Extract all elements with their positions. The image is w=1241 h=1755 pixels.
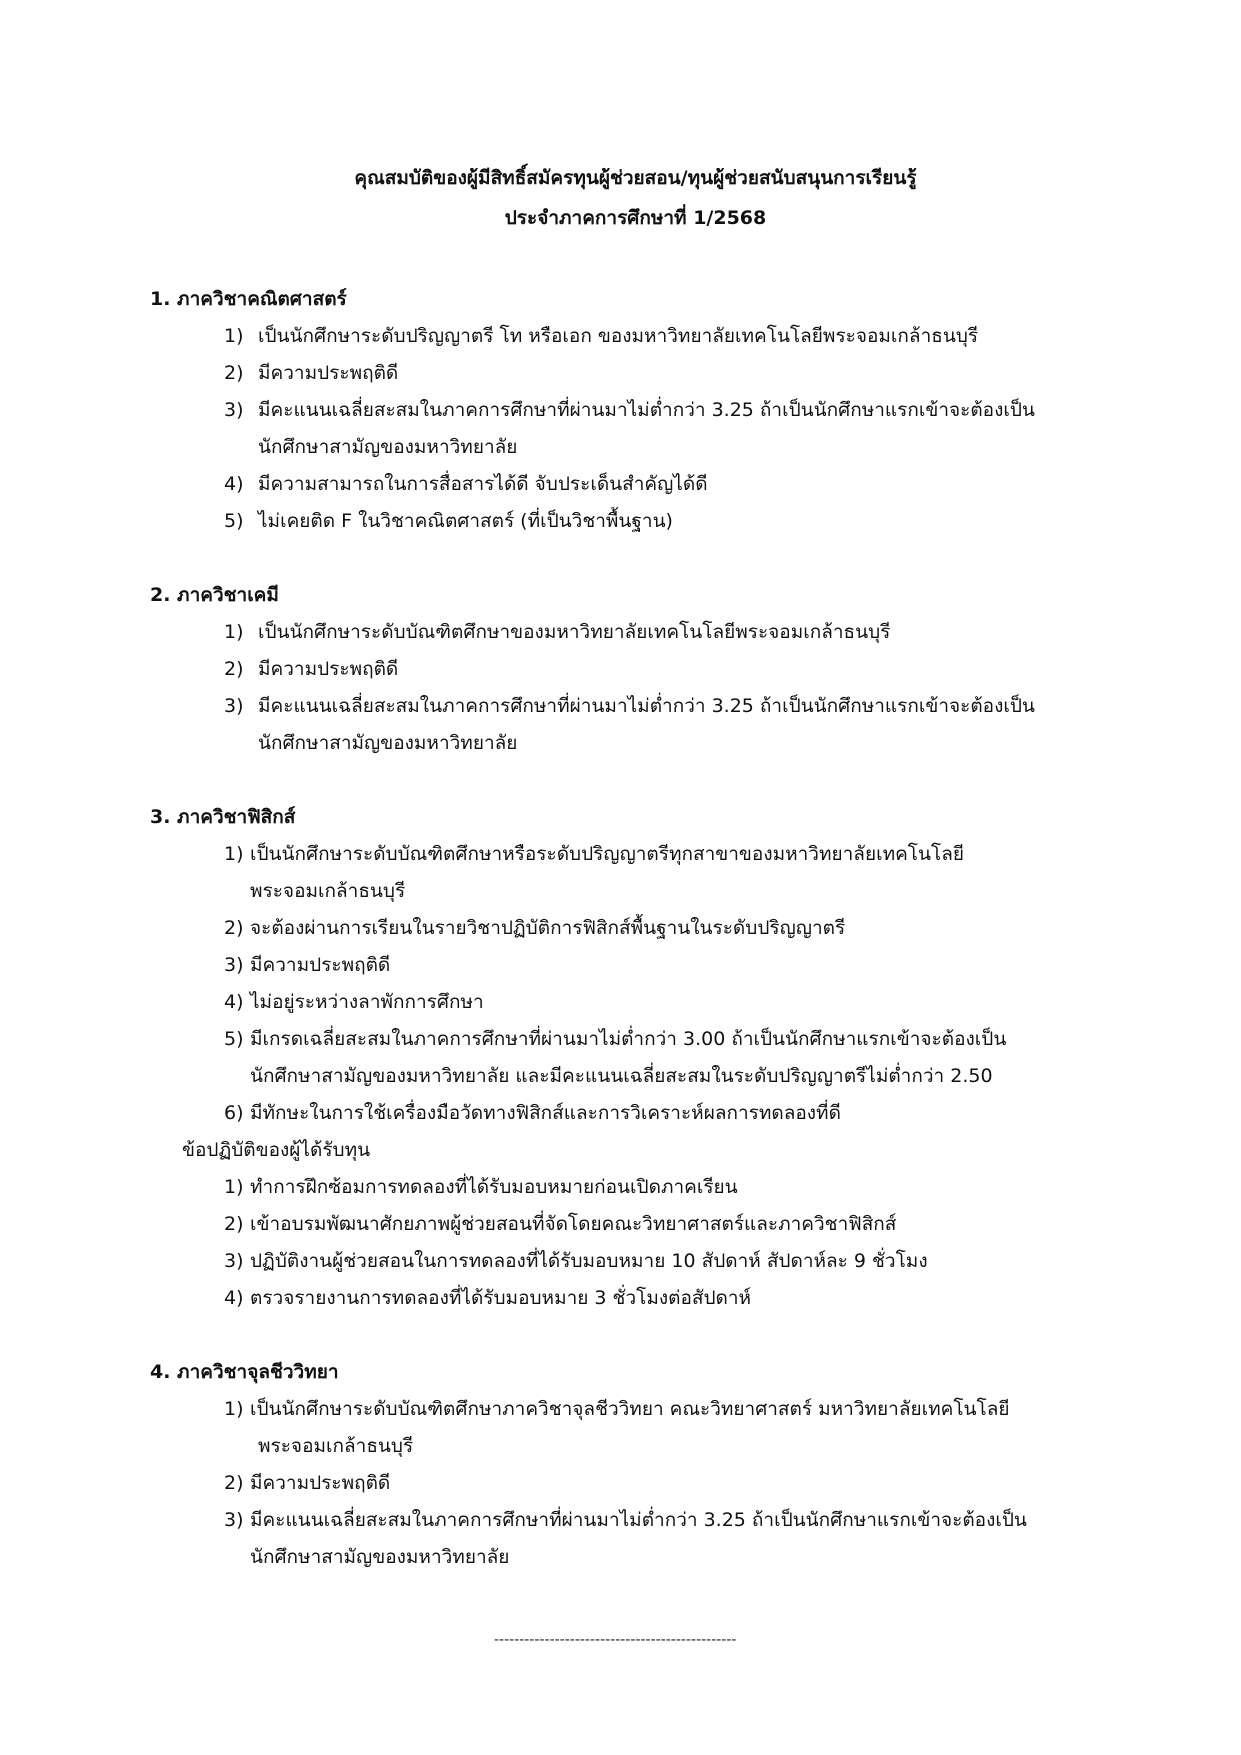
item-text: จะต้องผ่านการเรียนในรายวิชาปฏิบัติการฟิสิกส์พื้นฐานในระดับปริญญาตรี xyxy=(250,917,846,939)
item-text-continuation: นักศึกษาสามัญของมหาวิทยาลัย และมีคะแนนเฉลี่ยสะสมในระดับปริญญาตรีไม่ต่ำกว่า 2.50 xyxy=(250,1065,993,1087)
duty-number: 1) xyxy=(224,1176,244,1198)
item-number: 5) xyxy=(224,510,244,532)
item-text: ไม่เคยติด F ในวิชาคณิตศาสตร์ (ที่เป็นวิชาพื้นฐาน) xyxy=(258,510,673,532)
duty-text: ทำการฝึกซ้อมการทดลองที่ได้รับมอบหมายก่อนเปิดภาคเรียน xyxy=(250,1176,738,1198)
item-number: 5) xyxy=(224,1028,244,1050)
item-number: 1) xyxy=(224,1398,244,1420)
item-number: 2) xyxy=(224,917,244,939)
item-text: มีความสามารถในการสื่อสารได้ดี จับประเด็นสำคัญได้ดี xyxy=(258,473,708,495)
item-text: มีความประพฤติดี xyxy=(258,658,399,680)
section-heading-chemistry: 2. ภาควิชาเคมี xyxy=(150,584,279,606)
duties-subheading: ข้อปฏิบัติของผู้ได้รับทุน xyxy=(182,1139,371,1161)
item-text-continuation: นักศึกษาสามัญของมหาวิทยาลัย xyxy=(258,732,518,754)
section-heading-math: 1. ภาควิชาคณิตศาสตร์ xyxy=(150,288,347,310)
document-title: คุณสมบัติของผู้มีสิทธิ์สมัครทุนผู้ช่วยสอน/ทุนผู้ช่วยสนับสนุนการเรียนรู้ xyxy=(354,167,917,189)
item-text: เป็นนักศึกษาระดับบัณฑิตศึกษาภาควิชาจุลชีววิทยา คณะวิทยาศาสตร์ มหาวิทยาลัยเทคโนโลยี xyxy=(250,1398,1010,1420)
item-text: มีความประพฤติดี xyxy=(250,954,391,976)
duty-text: ปฏิบัติงานผู้ช่วยสอนในการทดลองที่ได้รับมอบหมาย 10 สัปดาห์ สัปดาห์ละ 9 ชั่วโมง xyxy=(250,1250,928,1272)
item-text-continuation: พระจอมเกล้าธนบุรี xyxy=(258,1435,414,1457)
duty-text: ตรวจรายงานการทดลองที่ได้รับมอบหมาย 3 ชั่วโมงต่อสัปดาห์ xyxy=(250,1287,752,1309)
item-text-continuation: พระจอมเกล้าธนบุรี xyxy=(250,880,406,902)
item-text: ไม่อยู่ระหว่างลาพักการศึกษา xyxy=(250,991,484,1013)
item-number: 2) xyxy=(224,362,244,384)
item-text: มีทักษะในการใช้เครื่องมือวัดทางฟิสิกส์และการวิเคราะห์ผลการทดลองที่ดี xyxy=(250,1102,841,1124)
item-number: 3) xyxy=(224,954,244,976)
item-number: 1) xyxy=(224,621,244,643)
duty-text: เข้าอบรมพัฒนาศักยภาพผู้ช่วยสอนที่จัดโดยคณะวิทยาศาสตร์และภาควิชาฟิสิกส์ xyxy=(250,1213,897,1235)
item-text-continuation: นักศึกษาสามัญของมหาวิทยาลัย xyxy=(250,1546,510,1568)
item-number: 1) xyxy=(224,325,244,347)
item-text: เป็นนักศึกษาระดับบัณฑิตศึกษาหรือระดับปริญญาตรีทุกสาขาของมหาวิทยาลัยเทคโนโลยี xyxy=(250,843,964,865)
item-number: 3) xyxy=(224,1509,244,1531)
document-subtitle: ประจำภาคการศึกษาที่ 1/2568 xyxy=(504,207,767,229)
item-number: 4) xyxy=(224,991,244,1013)
item-text: มีคะแนนเฉลี่ยสะสมในภาคการศึกษาที่ผ่านมาไม่ต่ำกว่า 3.25 ถ้าเป็นนักศึกษาแรกเข้าจะต้องเป็น xyxy=(250,1509,1027,1531)
item-number: 3) xyxy=(224,695,244,717)
item-number: 2) xyxy=(224,1472,244,1494)
item-text: มีความประพฤติดี xyxy=(250,1472,391,1494)
footer-separator: ------------------------------------------------ xyxy=(494,1632,737,1648)
duty-number: 2) xyxy=(224,1213,244,1235)
item-text-continuation: นักศึกษาสามัญของมหาวิทยาลัย xyxy=(258,436,518,458)
item-text: มีคะแนนเฉลี่ยสะสมในภาคการศึกษาที่ผ่านมาไม่ต่ำกว่า 3.25 ถ้าเป็นนักศึกษาแรกเข้าจะต้องเป็น xyxy=(258,399,1035,421)
item-number: 4) xyxy=(224,473,244,495)
item-number: 6) xyxy=(224,1102,244,1124)
duty-number: 3) xyxy=(224,1250,244,1272)
item-text: มีเกรดเฉลี่ยสะสมในภาคการศึกษาที่ผ่านมาไม่ต่ำกว่า 3.00 ถ้าเป็นนักศึกษาแรกเข้าจะต้องเป็น xyxy=(250,1028,1007,1050)
section-heading-microbiology: 4. ภาควิชาจุลชีววิทยา xyxy=(150,1361,339,1383)
item-number: 3) xyxy=(224,399,244,421)
item-text: เป็นนักศึกษาระดับปริญญาตรี โท หรือเอก ของมหาวิทยาลัยเทคโนโลยีพระจอมเกล้าธนบุรี xyxy=(258,325,979,347)
section-heading-physics: 3. ภาควิชาฟิสิกส์ xyxy=(150,806,296,828)
item-number: 1) xyxy=(224,843,244,865)
item-number: 2) xyxy=(224,658,244,680)
item-text: เป็นนักศึกษาระดับบัณฑิตศึกษาของมหาวิทยาลัยเทคโนโลยีพระจอมเกล้าธนบุรี xyxy=(258,621,891,643)
item-text: มีความประพฤติดี xyxy=(258,362,399,384)
duty-number: 4) xyxy=(224,1287,244,1309)
item-text: มีคะแนนเฉลี่ยสะสมในภาคการศึกษาที่ผ่านมาไม่ต่ำกว่า 3.25 ถ้าเป็นนักศึกษาแรกเข้าจะต้องเป็น xyxy=(258,695,1035,717)
